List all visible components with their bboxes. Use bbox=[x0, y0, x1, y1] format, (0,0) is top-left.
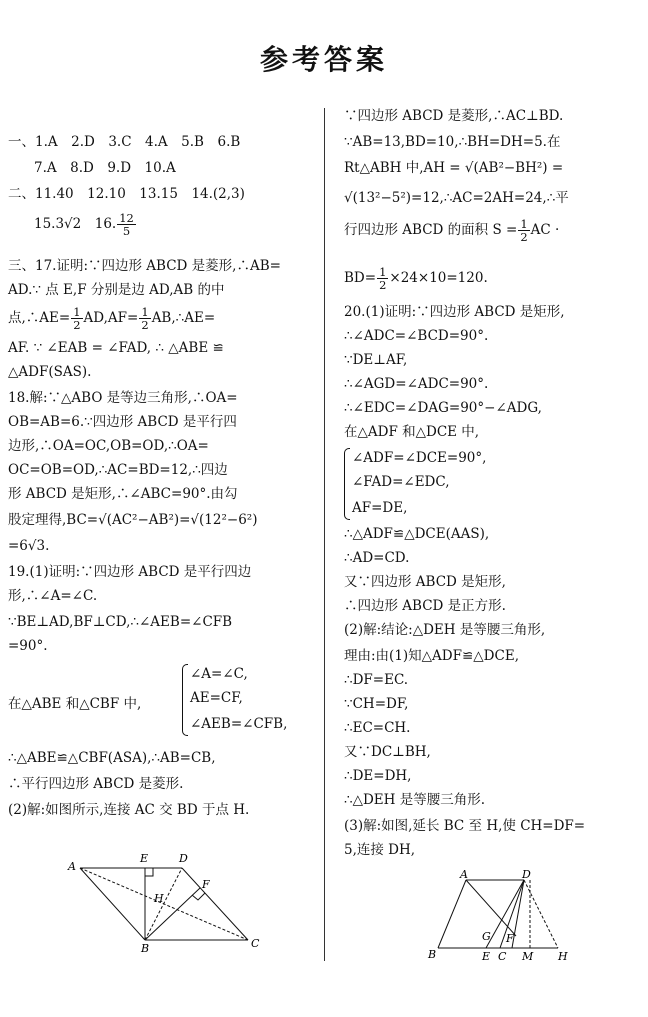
q19-cont-4: √(13²−5²)=12,∴AC=2AH=24,∴平 bbox=[344, 190, 569, 206]
condition-2: ∠FAD=∠EDC, bbox=[352, 474, 450, 490]
label-E: E bbox=[140, 852, 149, 865]
q19-cont-1: ∵四边形 ABCD 是菱形,∴AC⊥BD. bbox=[344, 108, 564, 124]
q20-line-2: ∴∠ADC=∠BCD=90°. bbox=[344, 328, 489, 344]
q19-cont-5: 行四边形 ABCD 的面积 S = $\frac{1}{2}$ AC · bbox=[344, 217, 560, 244]
fraction: $\frac{1}{2}$ bbox=[520, 217, 528, 244]
q18-line-4: OC=OB=OD,∴AC=BD=12,∴四边 bbox=[8, 462, 228, 478]
q20-line-15: ∴EC=CH. bbox=[344, 720, 411, 736]
condition-1: ∠A=∠C, bbox=[190, 666, 248, 682]
rhombus-figure bbox=[60, 850, 270, 960]
fraction: $\frac{1}{2}$ bbox=[141, 305, 149, 332]
q20-line-8: ∴AD=CD. bbox=[344, 550, 410, 566]
label-C: C bbox=[251, 937, 260, 950]
q18-line-2: OB=AB=6.∵四边形 ABCD 是平行四 bbox=[8, 414, 237, 430]
q19-cont-3: Rt△ABH 中,AH = √(AB²−BH²) = bbox=[344, 160, 564, 176]
label-B: B bbox=[141, 942, 150, 955]
label-F: F bbox=[202, 878, 210, 891]
q20-line-14: ∵CH=DF, bbox=[344, 696, 409, 712]
fill-answers-1: 二、11.40 12.10 13.15 14.(2,3) bbox=[8, 186, 245, 202]
condition-1: ∠ADF=∠DCE=90°, bbox=[352, 450, 487, 466]
q20-line-3: ∵DE⊥AF, bbox=[344, 352, 408, 368]
label-E: E bbox=[482, 950, 491, 963]
q18-line-7: =6√3. bbox=[8, 538, 50, 554]
q19-cont-2: ∵AB=13,BD=10,∴BH=DH=5.在 bbox=[344, 134, 561, 150]
fraction: $\frac{12}{5}$ bbox=[119, 211, 134, 238]
q18-line-3: 边形,∴OA=OC,OB=OD,∴OA= bbox=[8, 438, 209, 454]
fraction: $\frac{1}{2}$ bbox=[379, 265, 387, 292]
column-divider bbox=[324, 108, 325, 961]
fraction: $\frac{1}{2}$ bbox=[73, 305, 81, 332]
label-D: D bbox=[179, 852, 188, 865]
label-M: M bbox=[522, 950, 534, 963]
label-B: B bbox=[428, 948, 437, 961]
q20-line-9: 又∵四边形 ABCD 是矩形, bbox=[344, 574, 506, 590]
q17-line-2: AD.∵ 点 E,F 分别是边 AD,AB 的中 bbox=[8, 282, 225, 298]
q20-line-13: ∴DF=EC. bbox=[344, 672, 409, 688]
condition-2: AE=CF, bbox=[190, 690, 243, 706]
system-brace bbox=[182, 664, 188, 736]
q17-line-1: 三、17.证明:∵四边形 ABCD 是菱形,∴AB= bbox=[8, 258, 281, 274]
label-D: D bbox=[522, 868, 531, 881]
label-C: C bbox=[498, 950, 507, 963]
q20-line-11: (2)解:结论:△DEH 是等腰三角形, bbox=[344, 622, 546, 638]
label-G: G bbox=[482, 930, 491, 943]
mc-answers-1: 一、1.A 2.D 3.C 4.A 5.B 6.B bbox=[8, 134, 241, 150]
q20-line-6: 在△ADF 和△DCE 中, bbox=[344, 424, 480, 440]
q19-line-2: 形,∴∠A=∠C. bbox=[8, 588, 98, 604]
q20-line-18: ∴△DEH 是等腰三角形. bbox=[344, 792, 486, 808]
label-H: H bbox=[154, 892, 164, 905]
q20-line-16: 又∵DC⊥BH, bbox=[344, 744, 431, 760]
q19-cont-6: BD= $\frac{1}{2}$ ×24×10=120. bbox=[344, 265, 488, 292]
q19-line-5: 在△ABE 和△CBF 中, bbox=[8, 696, 142, 712]
q17-line-3: 点,∴AE= $\frac{1}{2}$ AD,AF= $\frac{1}{2}$ AB,∴AE= bbox=[8, 305, 216, 332]
q17-line-5: △ADF(SAS). bbox=[8, 364, 92, 380]
q19-line-7: ∴平行四边形 ABCD 是菱形. bbox=[8, 776, 184, 792]
system-brace bbox=[344, 448, 350, 520]
q19-line-6: ∴△ABE≌△CBF(ASA),∴AB=CB, bbox=[8, 750, 216, 766]
q20-line-5: ∴∠EDC=∠DAG=90°−∠ADG, bbox=[344, 400, 542, 416]
q18-line-6: 股定理得,BC=√(AC²−AB²)=√(12²−6²) bbox=[8, 512, 258, 528]
q20-line-4: ∴∠AGD=∠ADC=90°. bbox=[344, 376, 489, 392]
q20-line-12: 理由:由(1)知△ADF≌△DCE, bbox=[344, 648, 519, 664]
mc-answers-2: 7.A 8.D 9.D 10.A bbox=[34, 160, 176, 176]
label-A: A bbox=[68, 860, 76, 873]
square-figure bbox=[420, 868, 580, 968]
q19-line-4: =90°. bbox=[8, 638, 48, 654]
q20-line-7: ∴△ADF≌△DCE(AAS), bbox=[344, 526, 490, 542]
q18-line-1: 18.解:∵△ABO 是等边三角形,∴OA= bbox=[8, 390, 238, 406]
q20-line-10: ∴四边形 ABCD 是正方形. bbox=[344, 598, 506, 614]
answer-text: 15.3√2 16. bbox=[34, 216, 117, 232]
q20-line-20: 5,连接 DH, bbox=[344, 842, 416, 858]
label-A: A bbox=[460, 868, 468, 881]
q18-line-5: 形 ABCD 是矩形,∴∠ABC=90°.由勾 bbox=[8, 486, 238, 502]
condition-3: AF=DE, bbox=[352, 500, 408, 516]
q19-line-1: 19.(1)证明:∵四边形 ABCD 是平行四边 bbox=[8, 564, 252, 580]
page-title: 参考答案 bbox=[259, 43, 388, 76]
q19-line-8: (2)解:如图所示,连接 AC 交 BD 于点 H. bbox=[8, 802, 250, 818]
q20-line-19: (3)解:如图,延长 BC 至 H,使 CH=DF= bbox=[344, 818, 586, 834]
q19-line-3: ∵BE⊥AD,BF⊥CD,∴∠AEB=∠CFB bbox=[8, 614, 233, 630]
q20-line-17: ∴DE=DH, bbox=[344, 768, 412, 784]
q17-line-4: AF. ∵ ∠EAB = ∠FAD, ∴ △ABE ≌ bbox=[8, 340, 224, 356]
label-H: H bbox=[558, 950, 568, 963]
q20-line-1: 20.(1)证明:∵四边形 ABCD 是矩形, bbox=[344, 304, 565, 320]
fill-answers-2 bbox=[34, 212, 137, 237]
condition-3: ∠AEB=∠CFB, bbox=[190, 716, 288, 732]
label-F: F bbox=[506, 932, 514, 945]
